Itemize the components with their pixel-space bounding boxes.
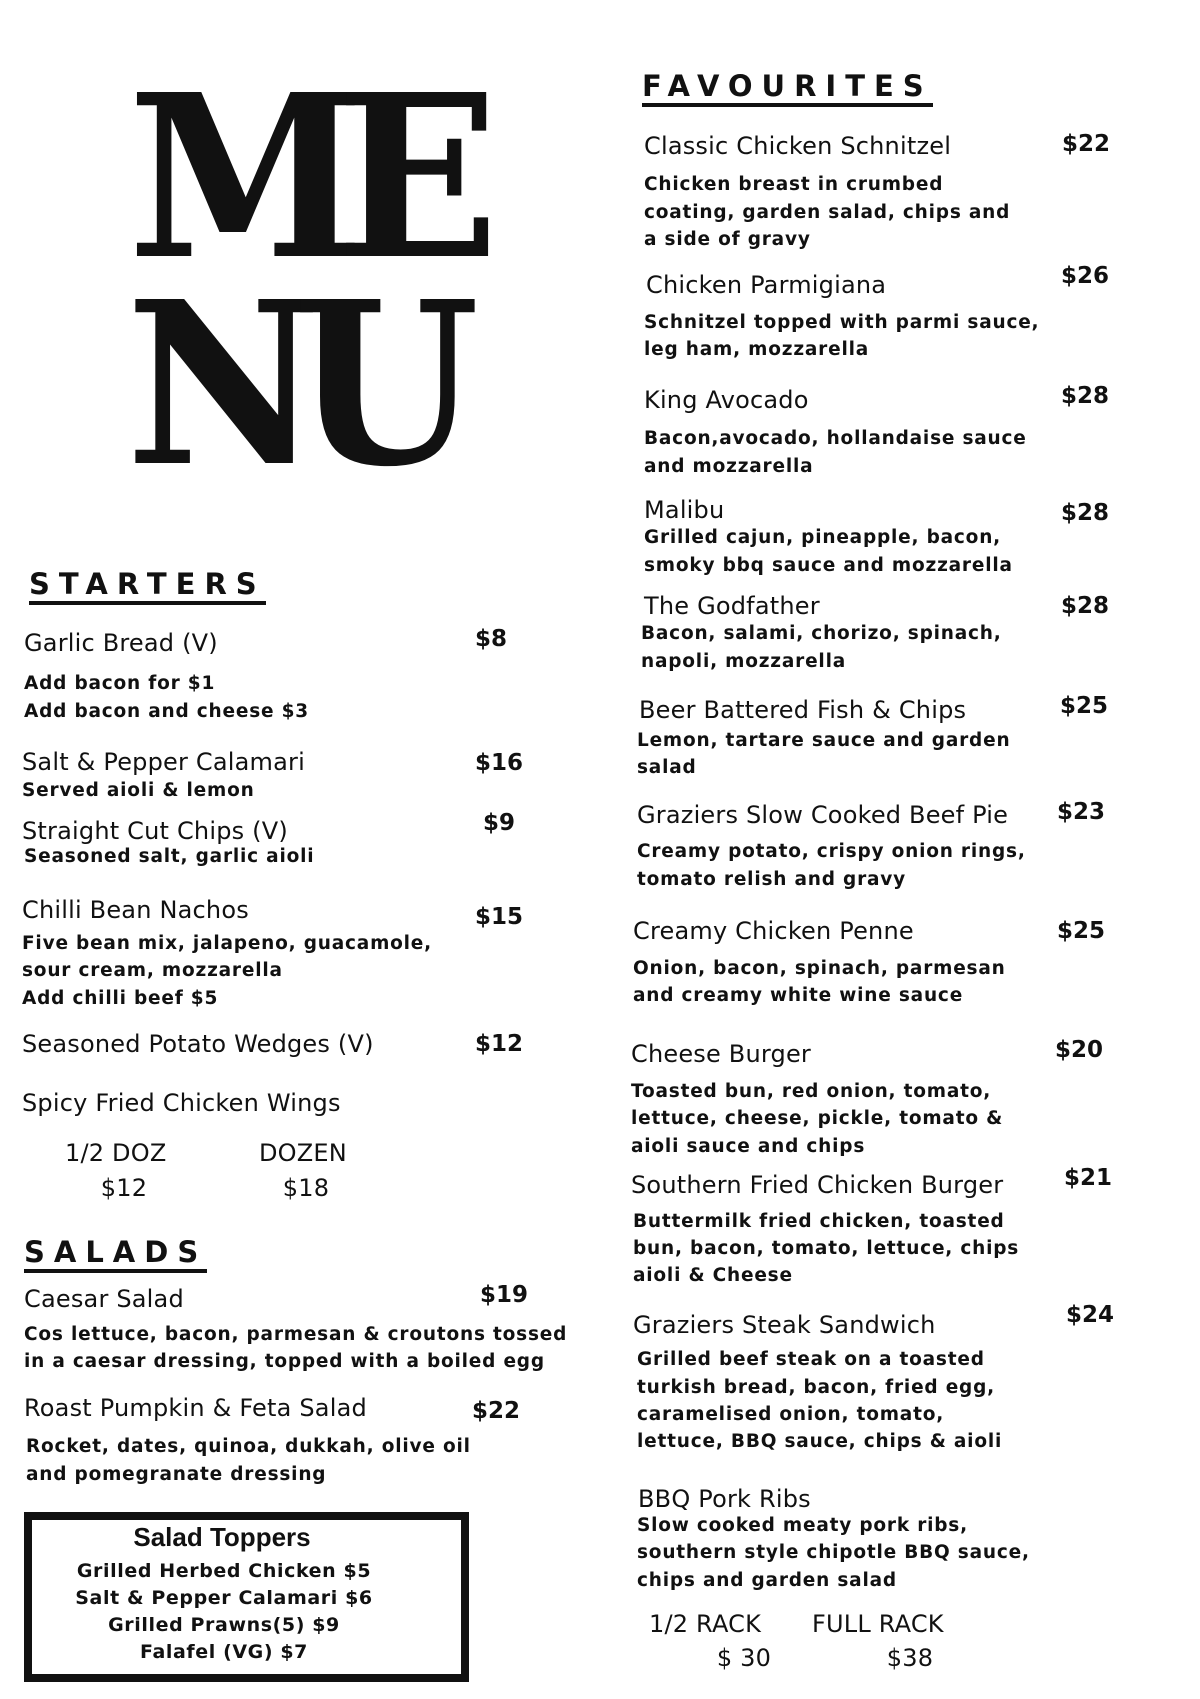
topper-item: Falafel (VG) $7 <box>139 1641 309 1663</box>
menu-item-description: turkish bread, bacon, fried egg, <box>637 1377 995 1398</box>
menu-item-name: Malibu <box>644 496 725 524</box>
menu-item-name: Creamy Chicken Penne <box>633 917 914 945</box>
menu-item-description: and creamy white wine sauce <box>633 985 964 1006</box>
menu-item-description: Add bacon for $1 <box>24 673 216 694</box>
menu-item-price: $9 <box>483 810 516 836</box>
menu-item-price: $24 <box>1066 1302 1115 1328</box>
menu-item-price: $21 <box>1064 1165 1113 1191</box>
starters-heading: STARTERS <box>29 567 266 605</box>
menu-item-description: tomato relish and gravy <box>637 869 906 890</box>
menu-item-description: southern style chipotle BBQ sauce, <box>637 1542 1030 1563</box>
menu-item-description: smoky bbq sauce and mozzarella <box>644 555 1013 576</box>
menu-item-description: Onion, bacon, spinach, parmesan <box>633 958 1006 979</box>
menu-item-price: $28 <box>1061 593 1110 619</box>
ribs-half-price: $ 30 <box>716 1644 772 1672</box>
menu-logo-line2: NU <box>126 253 451 517</box>
menu-item-name: The Godfather <box>644 592 820 620</box>
wings-full-label: DOZEN <box>259 1139 347 1167</box>
menu-item-description: Chicken breast in crumbed <box>644 174 944 195</box>
menu-item-name: Spicy Fried Chicken Wings <box>22 1089 341 1117</box>
menu-item-description: aioli & Cheese <box>633 1265 793 1286</box>
menu-item-name: Seasoned Potato Wedges (V) <box>22 1030 374 1058</box>
menu-item-price: $8 <box>475 626 508 652</box>
menu-item-name: Cheese Burger <box>631 1040 811 1068</box>
menu-item-description: Add chilli beef $5 <box>22 988 219 1009</box>
menu-item-description: Rocket, dates, quinoa, dukkah, olive oil <box>26 1436 471 1457</box>
menu-item-price: $25 <box>1060 693 1109 719</box>
menu-logo-line1: ME <box>128 46 471 310</box>
menu-item-description: Bacon, salami, chorizo, spinach, <box>641 623 1002 644</box>
menu-item-price: $16 <box>475 750 524 776</box>
menu-item-description: bun, bacon, tomato, lettuce, chips <box>633 1238 1020 1259</box>
ribs-full-label: FULL RACK <box>812 1610 944 1638</box>
menu-item-name: Beer Battered Fish & Chips <box>639 696 967 724</box>
menu-item-description: Grilled beef steak on a toasted <box>637 1349 985 1370</box>
menu-item-name: Graziers Steak Sandwich <box>633 1311 936 1339</box>
menu-item-price: $22 <box>472 1398 521 1424</box>
menu-item-description: sour cream, mozzarella <box>22 960 283 981</box>
salads-heading: SALADS <box>24 1235 207 1273</box>
wings-half-price: $12 <box>100 1174 148 1202</box>
menu-item-name: Caesar Salad <box>24 1285 184 1313</box>
menu-item-name: King Avocado <box>644 386 809 414</box>
menu-item-description: Toasted bun, red onion, tomato, <box>631 1081 992 1102</box>
menu-item-description: lettuce, cheese, pickle, tomato & <box>631 1108 1004 1129</box>
menu-item-name: Chilli Bean Nachos <box>22 896 249 924</box>
menu-item-description: lettuce, BBQ sauce, chips & aioli <box>637 1431 1003 1452</box>
menu-item-description: Served aioli & lemon <box>22 780 255 801</box>
menu-item-description: Cos lettuce, bacon, parmesan & croutons tossed <box>24 1324 568 1345</box>
menu-item-name: Classic Chicken Schnitzel <box>644 132 952 160</box>
wings-full-price: $18 <box>282 1174 330 1202</box>
menu-item-description: coating, garden salad, chips and <box>644 202 1011 223</box>
menu-item-name: BBQ Pork Ribs <box>638 1485 811 1513</box>
menu-item-description: Schnitzel topped with parmi sauce, <box>644 312 1040 333</box>
menu-item-name: Salt & Pepper Calamari <box>22 748 305 776</box>
menu-item-description: Five bean mix, jalapeno, guacamole, <box>22 933 432 954</box>
menu-item-name: Roast Pumpkin & Feta Salad <box>24 1394 367 1422</box>
menu-item-name: Southern Fried Chicken Burger <box>631 1171 1004 1199</box>
menu-item-price: $25 <box>1057 918 1106 944</box>
topper-item: Grilled Herbed Chicken $5 <box>76 1560 372 1582</box>
ribs-half-label: 1/2 RACK <box>649 1610 762 1638</box>
menu-item-name: Garlic Bread (V) <box>24 629 218 657</box>
menu-item-description: salad <box>637 757 697 778</box>
menu-item-price: $28 <box>1061 500 1110 526</box>
salad-toppers-title: Salad Toppers <box>133 1522 311 1552</box>
menu-item-description: and pomegranate dressing <box>26 1464 327 1485</box>
favourites-heading: FAVOURITES <box>642 69 933 107</box>
menu-item-description: Bacon,avocado, hollandaise sauce <box>644 428 1027 449</box>
menu-item-price: $15 <box>475 904 524 930</box>
menu-item-description: Add bacon and cheese $3 <box>24 701 309 722</box>
menu-item-description: a side of gravy <box>644 229 811 250</box>
topper-item: Grilled Prawns(5) $9 <box>108 1614 340 1636</box>
menu-item-price: $12 <box>475 1031 524 1057</box>
ribs-full-price: $38 <box>886 1644 934 1672</box>
menu-item-name: Graziers Slow Cooked Beef Pie <box>637 801 1009 829</box>
menu-item-name: Chicken Parmigiana <box>646 271 887 299</box>
menu-item-description: Seasoned salt, garlic aioli <box>24 846 315 867</box>
menu-item-description: and mozzarella <box>644 456 814 477</box>
menu-item-description: Creamy potato, crispy onion rings, <box>637 841 1026 862</box>
menu-item-description: napoli, mozzarella <box>641 651 847 672</box>
menu-item-description: Lemon, tartare sauce and garden <box>637 730 1011 751</box>
menu-item-description: caramelised onion, tomato, <box>637 1404 945 1425</box>
wings-half-label: 1/2 DOZ <box>65 1139 167 1167</box>
menu-item-price: $23 <box>1057 799 1106 825</box>
menu-item-description: aioli sauce and chips <box>631 1136 866 1157</box>
menu-item-description: chips and garden salad <box>637 1570 897 1591</box>
menu-item-description: Buttermilk fried chicken, toasted <box>633 1211 1005 1232</box>
menu-item-description: in a caesar dressing, topped with a boiled egg <box>24 1351 545 1372</box>
menu-item-name: Straight Cut Chips (V) <box>22 817 288 845</box>
menu-item-price: $20 <box>1055 1037 1104 1063</box>
menu-item-description: leg ham, mozzarella <box>644 339 870 360</box>
menu-item-price: $26 <box>1061 263 1110 289</box>
topper-item: Salt & Pepper Calamari $6 <box>75 1587 373 1609</box>
menu-item-price: $22 <box>1062 131 1111 157</box>
menu-item-description: Grilled cajun, pineapple, bacon, <box>644 527 1001 548</box>
menu-item-price: $19 <box>480 1282 529 1308</box>
menu-item-price: $28 <box>1061 383 1110 409</box>
menu-item-description: Slow cooked meaty pork ribs, <box>637 1515 968 1536</box>
